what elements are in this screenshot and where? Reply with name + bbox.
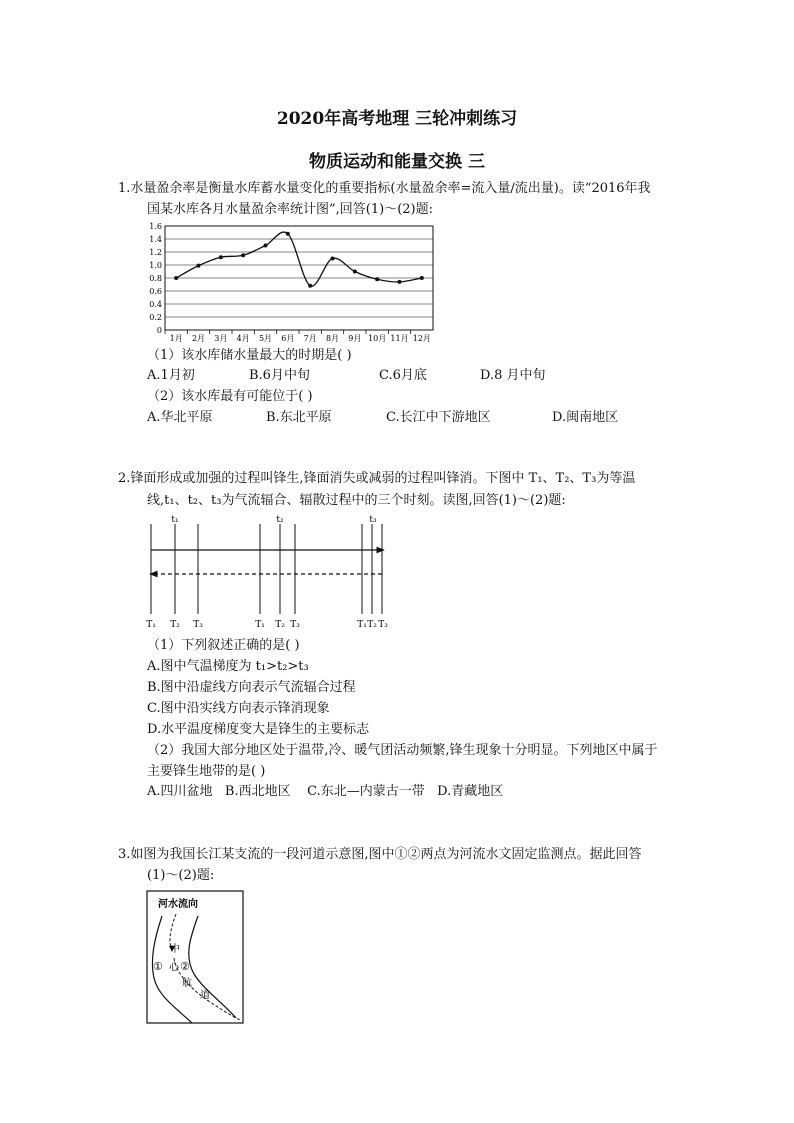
- x-tick-label: 7月: [303, 334, 317, 343]
- chart-grid: [165, 226, 433, 330]
- q1-sub2-option-a: A.华北平原: [147, 410, 213, 425]
- isotherm-label: T₁: [146, 620, 156, 630]
- x-tick-label: 12月: [412, 334, 431, 343]
- isotherm-label: T₃: [193, 620, 203, 630]
- q2-sub2-options: A.四川盆地 B.西北地区 C.东北—内蒙古一带 D.青藏地区: [147, 784, 504, 799]
- data-point: [331, 257, 335, 261]
- river-channel-map: [146, 890, 244, 1024]
- q2-sub1-option-a: A.图中气温梯度为 t₁>t₂>t₃: [147, 659, 309, 674]
- q2-stem-line2: 线,t₁、t₂、t₃为气流辐合、辐散过程中的三个时刻。读图,回答(1)～(2)题:: [147, 493, 566, 508]
- flow-direction-label: 河水流向: [158, 899, 198, 910]
- q1-sub2-option-c: C.长江中下游地区: [386, 410, 491, 425]
- q2-sub1-question: （1）下列叙述正确的是( ): [147, 638, 300, 653]
- q1-stem-line1: 1.水量盈余率是衡量水库蓄水量变化的重要指标(水量盈余率=流入量/流出量)。读“2016年我: [118, 181, 651, 196]
- y-tick-label: 0: [156, 326, 162, 335]
- isotherm-label: T₃: [290, 620, 300, 630]
- data-point: [286, 232, 290, 236]
- channel-label-xin: 心: [169, 962, 179, 973]
- channel-label-zhong: 中: [170, 944, 180, 955]
- q1-sub1-option-b: B.6月中旬: [249, 368, 310, 383]
- y-tick-label: 0.2: [149, 313, 162, 322]
- x-tick-label: 9月: [348, 334, 362, 343]
- data-point: [375, 277, 379, 281]
- y-tick-label: 1.2: [149, 248, 162, 257]
- x-tick-label: 2月: [191, 334, 206, 343]
- data-point: [264, 244, 268, 248]
- x-tick-label: 5月: [258, 334, 273, 343]
- channel-label-dao: 道: [200, 990, 210, 1001]
- q2-sub1-option-d: D.水平温度梯度变大是锋生的主要标志: [147, 722, 370, 737]
- q1-sub2-question: （2）该水库最有可能位于( ): [147, 389, 313, 404]
- isotherm-label: T₃: [378, 620, 388, 630]
- q1-sub2-option-b: B.东北平原: [266, 410, 332, 425]
- x-tick-label: 10月: [368, 334, 387, 343]
- q3-stem-line1: 3.如图为我国长江某支流的一段河道示意图,图中①②两点为河流水文固定监测点。据此回答: [118, 847, 642, 862]
- isotherm-label: T₁: [255, 620, 265, 630]
- data-point: [174, 276, 178, 280]
- x-tick-label: 11月: [390, 334, 409, 343]
- q2-sub2-line2: 主要锋生地带的是( ): [147, 764, 266, 779]
- y-tick-label: 0.6: [149, 287, 162, 296]
- y-tick-label: 1.6: [149, 222, 162, 231]
- time-label-t2: t₂: [276, 515, 284, 525]
- data-point: [353, 270, 357, 274]
- monitoring-point-2: ②: [180, 960, 190, 973]
- y-tick-label: 1.4: [149, 235, 162, 244]
- q1-sub1-option-d: D.8 月中旬: [480, 368, 546, 383]
- q1-sub1-option-c: C.6月底: [379, 368, 427, 383]
- isotherm-label: T₁: [357, 620, 367, 630]
- monitoring-point-1: ①: [153, 960, 163, 973]
- q2-stem-line1: 2.锋面形成或加强的过程叫锋生,锋面消失或减弱的过程叫锋消。下图中 T₁、T₂、T₃为等温: [118, 471, 636, 486]
- channel-label-hang: 航: [182, 978, 192, 989]
- front-isotherm-diagram: [140, 510, 400, 634]
- isotherm-label: T₂: [170, 620, 180, 630]
- isotherm-label: T₂: [367, 620, 377, 630]
- q3-stem-line2: (1)～(2)题:: [147, 868, 215, 883]
- x-tick-label: 8月: [325, 334, 340, 343]
- water-surplus-line-chart: [118, 218, 438, 348]
- chart-x-axis: [165, 330, 431, 343]
- data-point: [197, 264, 201, 268]
- chart-y-axis: [149, 222, 162, 335]
- q1-stem-line2: 国某水库各月水量盈余率统计图”,回答(1)～(2)题:: [147, 202, 433, 217]
- page-title: 2020年高考地理 三轮冲刺练习: [276, 109, 518, 129]
- q2-sub1-option-c: C.图中沿实线方向表示锋消现象: [147, 701, 330, 716]
- x-tick-label: 6月: [281, 334, 295, 343]
- isotherm-label: T₂: [275, 620, 285, 630]
- q2-sub2-line1: （2）我国大部分地区处于温带,冷、暖气团活动频繁,锋生现象十分明显。下列地区中属于: [147, 743, 658, 758]
- data-point: [308, 284, 312, 288]
- y-tick-label: 0.8: [149, 274, 162, 283]
- time-label-t3: t₃: [369, 515, 377, 525]
- q1-sub2-option-d: D.闽南地区: [552, 410, 619, 425]
- page-subtitle: 物质运动和能量交换 三: [309, 152, 485, 172]
- data-point: [420, 276, 424, 280]
- y-tick-label: 0.4: [149, 300, 162, 309]
- x-tick-label: 1月: [169, 334, 183, 343]
- data-point: [241, 253, 245, 257]
- q1-sub1-option-a: A.1月初: [147, 368, 195, 383]
- data-point: [398, 280, 402, 284]
- x-tick-label: 3月: [214, 334, 228, 343]
- q2-sub1-option-b: B.图中沿虚线方向表示气流辐合过程: [147, 680, 356, 695]
- x-tick-label: 4月: [236, 334, 250, 343]
- map-frame: [147, 891, 243, 1023]
- q1-sub1-question: （1）该水库储水量最大的时期是( ): [147, 348, 352, 363]
- y-tick-label: 1.0: [149, 261, 162, 270]
- data-point: [219, 255, 223, 259]
- time-label-t1: t₁: [171, 515, 179, 525]
